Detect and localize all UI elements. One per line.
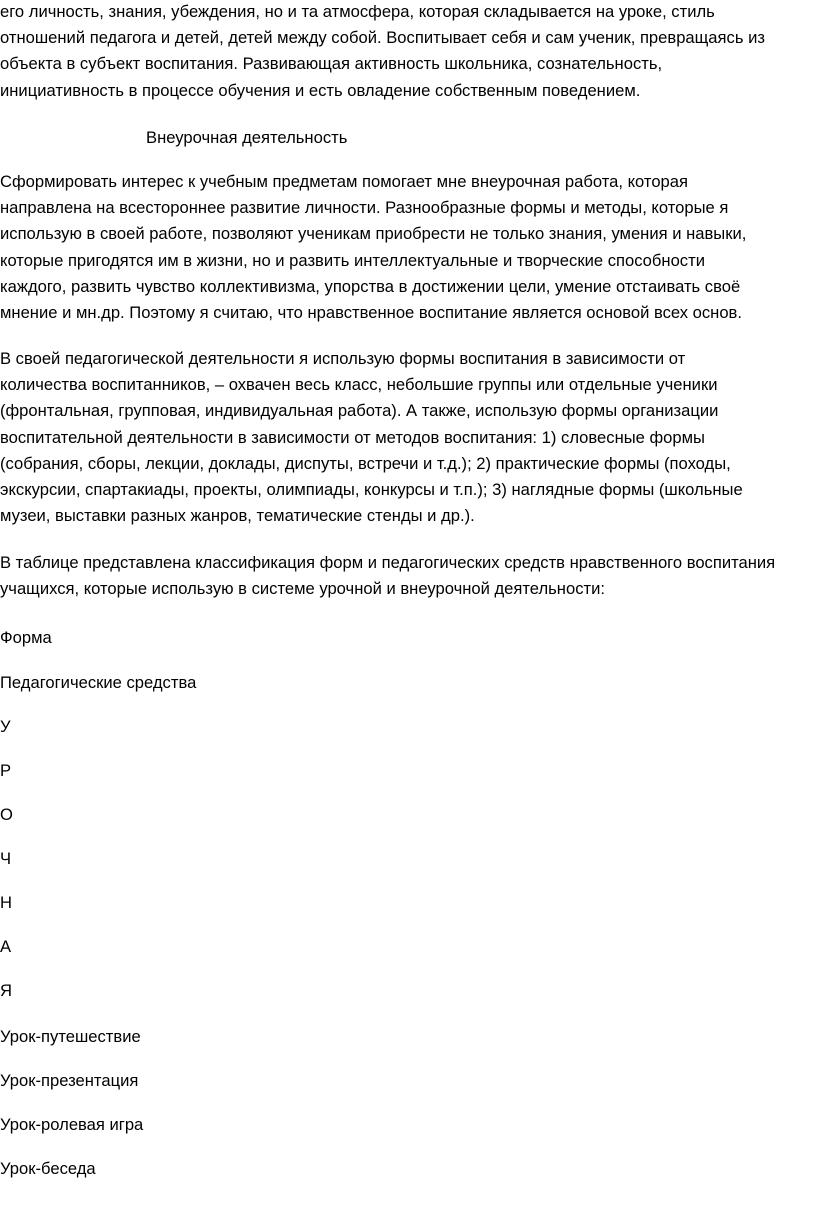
vertical-letter: А <box>0 937 12 956</box>
text-line: которые пригодятся им в жизни, но и развить интеллектуальные и творческие способности <box>0 250 705 270</box>
vertical-letter: О <box>0 805 13 824</box>
text-line: использую в своей работе, позволяют ученикам приобрести не только знания, умения и навыки, <box>0 224 747 244</box>
paragraph-forms-of-upbringing <box>0 346 816 529</box>
section-heading: Внеурочная деятельность <box>146 128 348 147</box>
text-line: (фронтальная, групповая, индивидуальная работа). А также, использую формы организации <box>0 401 719 421</box>
vertical-letter: У <box>0 717 11 736</box>
text-line: объекта в субъект воспитания. Развивающая активность школьника, сознательность, <box>0 54 663 74</box>
text-line: инициативность в процессе обучения и есть овладение собственным поведением. <box>0 80 641 100</box>
text-line: отношений педагога и детей, детей между собой. Воспитывает себя и сам ученик, превращаясь из <box>0 28 765 48</box>
text-line: направлена на всестороннее развитие личности. Разнообразные формы и методы, которые я <box>0 198 729 218</box>
text-line: экскурсии, спартакиады, проекты, олимпиады, конкурсы и т.п.); 3) наглядные формы (школьные <box>0 480 743 500</box>
vertical-letter: Я <box>0 981 12 1000</box>
lesson-form-item: Урок-презентация <box>0 1071 139 1090</box>
lesson-form-item: Урок-путешествие <box>0 1027 141 1046</box>
text-line: (собрания, сборы, лекции, доклады, диспуты, встречи и т.д.); 2) практические формы (походы, <box>0 453 731 473</box>
text-line: каждого, развить чувство коллективизма, упорства в достижении цели, умение отстаивать своё <box>0 276 741 296</box>
text-line: количества воспитанников, – охвачен весь класс, небольшие группы или отдельные ученики <box>0 375 718 395</box>
paragraph-upbringing-atmosphere <box>0 0 816 104</box>
table-header-form: Форма <box>0 628 52 647</box>
text-line: воспитательной деятельности в зависимости от методов воспитания: 1) словесные формы <box>0 427 705 447</box>
vertical-letter: Ч <box>0 849 12 868</box>
text-line: мнение и мн.др. Поэтому я считаю, что нравственное воспитание является основой всех основ. <box>0 303 742 323</box>
text-line: его личность, знания, убеждения, но и та атмосфера, которая складывается на уроке, стиль <box>0 2 715 21</box>
text-line: В таблице представлена классификация форм и педагогических средств нравственного воспитания <box>0 553 776 572</box>
text-line: В своей педагогической деятельности я использую формы воспитания в зависимости от <box>0 349 686 368</box>
text-line: Сформировать интерес к учебным предметам помогает мне внеурочная работа, которая <box>0 172 688 191</box>
lesson-form-item: Урок-беседа <box>0 1159 96 1178</box>
table-header-means: Педагогические средства <box>0 673 197 692</box>
vertical-letter: Р <box>0 761 12 780</box>
text-line: учащихся, которые использую в системе урочной и внеурочной деятельности: <box>0 579 605 599</box>
vertical-letter: Н <box>0 893 12 912</box>
lesson-form-item: Урок-ролевая игра <box>0 1115 144 1134</box>
paragraph-table-intro <box>0 550 816 602</box>
paragraph-extracurricular <box>0 169 816 326</box>
text-line: музеи, выставки разных жанров, тематические стенды и др.). <box>0 506 475 526</box>
